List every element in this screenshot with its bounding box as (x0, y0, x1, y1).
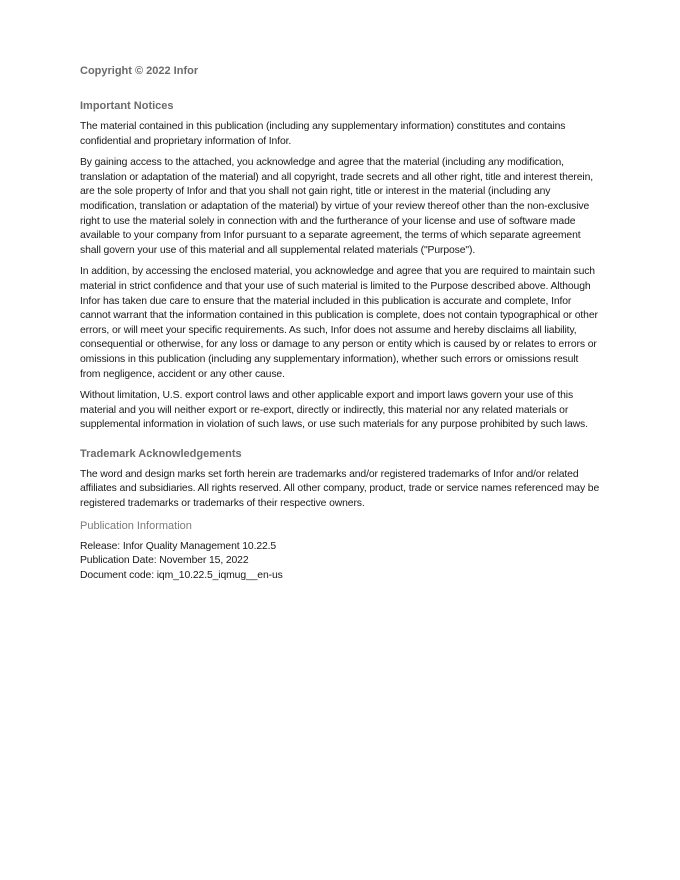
publication-date-line: Publication Date: November 15, 2022 (80, 555, 249, 567)
important-notices-section (80, 99, 600, 433)
publication-section (80, 519, 600, 584)
notice-paragraph-4: Without limitation, U.S. export control laws and other applicable export and import laws govern your use of this material and you will neither export or re-export, directly or indirectly, this material nor any related materials or supplemental information in violation of such laws, or use such materials for any purpose prohibited by such laws. (80, 390, 588, 431)
publication-heading: Publication Information (80, 519, 192, 532)
trademark-section (80, 447, 600, 512)
trademark-heading: Trademark Acknowledgements (80, 447, 242, 460)
notice-paragraph-1: The material contained in this publication (including any supplementary information) constitutes and contains confidential and proprietary information of Infor. (80, 121, 566, 147)
publication-details (80, 540, 600, 584)
important-notices-heading: Important Notices (80, 100, 174, 112)
release-line: Release: Infor Quality Management 10.22.5 (80, 540, 277, 552)
trademark-paragraph: The word and design marks set forth herein are trademarks and/or registered trademarks of Infor and/or related affiliates and subsidiaries. All rights reserved. All other company, product, trade or service names referenced may be registered trademarks or trademarks of their respective owners. (80, 468, 600, 510)
notice-paragraph-2: By gaining access to the attached, you acknowledge and agree that the material (including any modification, translation or adaptation of the material) and all copyright, trade secrets and all other right, title and interest therein, are the sole property of Infor and that you shall not gain right, title or interest in the material (including any modification, translation or adaptation of the material) by virtue of your review thereof other than the non-exclusive right to use the material solely in connection with and the furtherance of your license and use of software made available to your company from Infor pursuant to a separate agreement, the terms of which separate agreement shall govern your use of this material and all supplemental related materials ("Purpose"). (80, 157, 594, 256)
notice-paragraph-3: In addition, by accessing the enclosed material, you acknowledge and agree that you are required to maintain such material in strict confidence and that your use of such material is limited to the Purpose described above. Although Infor has taken due care to ensure that the material included in this publication is accurate and complete, Infor cannot warrant that the information contained in this publication is complete, does not contain typographical or other errors, or will meet your specific requirements. As such, Infor does not assume and hereby disclaims all liability, consequential or otherwise, for any loss or damage to any person or entity which is caused by or relates to errors or omissions in this publication (including any supplementary information), whether such errors or omissions result from negligence, accident or any other cause. (80, 266, 598, 380)
copyright-line: Copyright © 2022 Infor (80, 65, 199, 77)
document-code-line: Document code: iqm_10.22.5_iqmug__en-us (80, 569, 283, 581)
